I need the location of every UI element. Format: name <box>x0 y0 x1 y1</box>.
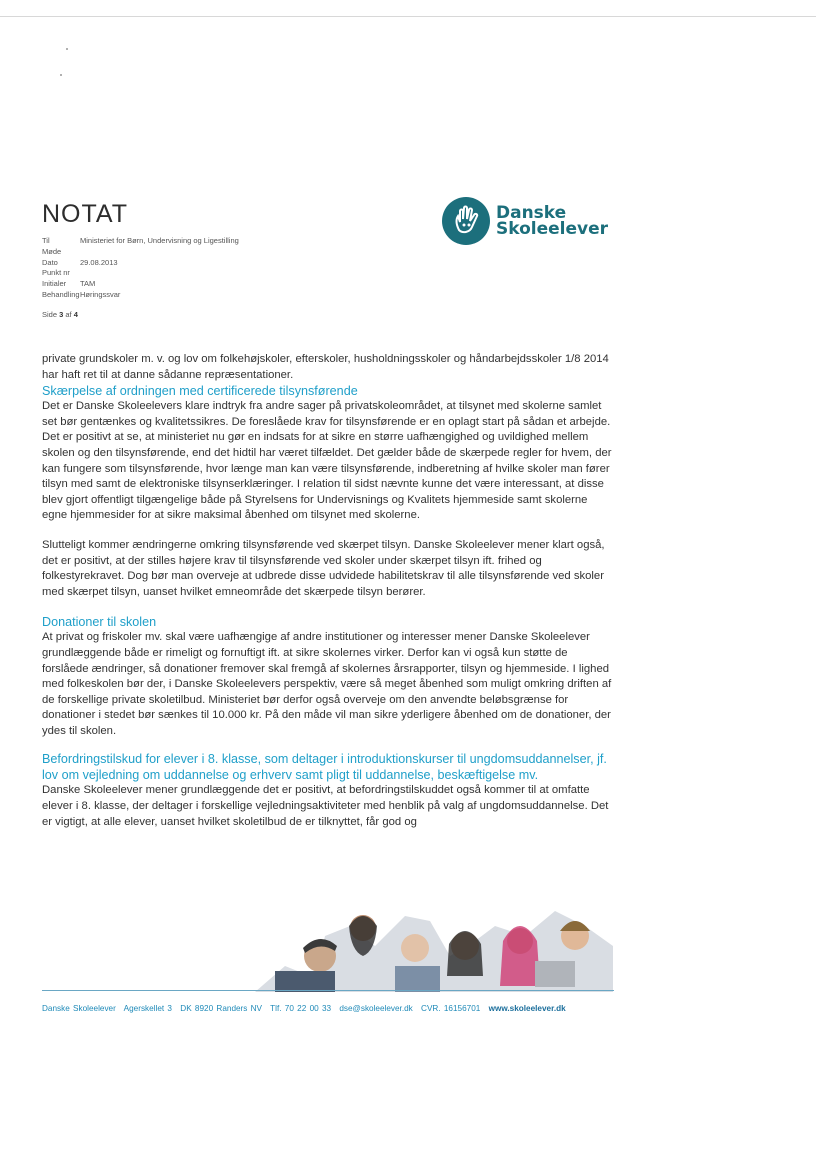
section-heading: Donationer til skolen <box>42 615 157 630</box>
meta-row <box>42 236 239 247</box>
footer-org: Danske Skoleelever <box>42 1004 116 1013</box>
meta-value: TAM <box>80 279 96 289</box>
document-body <box>42 352 612 830</box>
section-heading: Befordringstilskud for elever i 8. klasse, som deltager i introduktionskurser til ungdomsuddannelser, jf. lov om vejledning om uddannelse og erhverv samt pligt til uddannelse, beskæftigelse mv. <box>42 752 607 783</box>
meta-value: Ministeriet for Børn, Undervisning og Ligestilling <box>80 236 239 245</box>
meta-row <box>42 279 239 290</box>
footer-phone: Tlf. 70 22 00 33 <box>270 1004 332 1013</box>
page-sep: af <box>63 309 74 319</box>
hand-icon <box>442 197 490 245</box>
meta-value: 29.08.2013 <box>80 257 118 267</box>
meta-row <box>42 258 239 269</box>
footer-city: DK 8920 Randers NV <box>180 1004 263 1013</box>
page-prefix: Side <box>42 309 60 319</box>
scan-speck <box>60 74 62 76</box>
footer-address: Agerskellet 3 <box>123 1004 172 1013</box>
paragraph: Det er Danske Skoleelevers klare indtryk fra andre sager på privatskoleområdet, at tilsynet med skolerne samlet set bør gentænkes og kvalitetssikres. De foreslåede krav for tilsynsførende er en oplagt start på sådan et arbejde. Det er positivt at se, at ministeriet nu gør en indsats for at sikre en større uafhængighed og uvildighed mellem skolen og den tilsynsførende, end det hidtil har været tilfældet. Det gælder både de skærpede regler for hvem, der kan fungere som tilsynsførende, hvor længe man kan være tilsynsførende, indberetning af hvilke skoler man fører tilsyn med samt de elektroniske tilsynserklæringer. I relation til sidst nævnte kunne det være interessant, at disse blev gjort offentligt tilgængelige både på Styrelsens for Undervisnings og Kvalitets hjemmeside samt skolerne egne hjemmesider for at sikre maksimal åbenhed om tilsynet med skolerne. <box>42 400 612 522</box>
top-rule <box>0 16 816 17</box>
meta-block <box>42 236 239 321</box>
paragraph: Slutteligt kommer ændringerne omkring tilsynsførende ved skærpet tilsyn. Danske Skoleelever mener klart også, det er positivt, at der stilles højere krav til tilsynsførende ved skoler under skærpet tilsyn ift. frihed og folkestyrekravet. Dog bør man overveje at udbrede disse udvidede habilitetskrav til alle tilsynsførende ved skoler med skærpet tilsyn, uanset hvilket emneområde det skærpede tilsyn berører. <box>42 538 605 598</box>
meta-key: Behandling <box>42 289 80 299</box>
logo-wordmark <box>496 205 608 237</box>
document-title: NOTAT <box>42 200 129 228</box>
page-indicator <box>42 310 239 321</box>
meta-row <box>42 290 239 301</box>
section-heading: Skærpelse af ordningen med certificerede tilsynsførende <box>42 384 358 399</box>
footer-email[interactable]: dse@skoleelever.dk <box>339 1004 413 1013</box>
danske-skoleelever-logo <box>442 196 612 246</box>
meta-value: Høringssvar <box>80 289 121 299</box>
footer <box>42 1004 571 1013</box>
meta-key: Til <box>42 236 50 245</box>
meta-key: Møde <box>42 246 62 256</box>
footer-cvr: CVR. 16156701 <box>421 1004 481 1013</box>
page-total: 4 <box>73 309 78 319</box>
students-banner-image <box>255 906 613 992</box>
paragraph: private grundskoler m. v. og lov om folkehøjskoler, efterskoler, husholdningsskoler og håndarbejdsskoler 1/8 2014 har haft ret til at danne sådanne repræsentationer. <box>42 353 609 381</box>
footer-rule <box>42 990 614 991</box>
logo-line-1: Danske <box>496 203 567 223</box>
scan-speck <box>66 48 68 50</box>
meta-row <box>42 247 239 258</box>
paragraph: At privat og friskoler mv. skal være uafhængige af andre institutioner og interesser mener Danske Skoleelever grundlæggende både er rimeligt og fornuftigt ift. at sikre skolernes virker. Derfor kan vi også kun støtte de forslåede ændringer, så donationer fremover skal fremgå af skolernes årsrapporter, tilsyn og hjemmeside. I lighed med folkeskolen bør der, i Danske Skoleelevers perspektiv, være så meget åbenhed som muligt omkring driften af de forskellige private skoletilbud. Ministeriet bør derfor også overveje om den anvendte beløbsgrænse for donationer i stedet bør sænkes til 10.000 kr. På den måde vil man sikre yderligere åbenhed om de donationer, der ydes til skolen. <box>42 631 612 737</box>
footer-website-link[interactable]: www.skoleelever.dk <box>488 1004 566 1013</box>
page-current: 3 <box>59 309 64 319</box>
paragraph: Danske Skoleelever mener grundlæggende det er positivt, at befordringstilskuddet også kommer til at omfatte elever i 8. klasse, der deltager i forskellige vejledningsaktiviteter med henblik på valg af ungdomsuddannelse. Det er vigtigt, at alle elever, uanset hvilket skoletilbud de er tilknyttet, får god og <box>42 784 609 828</box>
logo-line-2: Skoleelever <box>496 219 609 239</box>
meta-key: Dato <box>42 257 58 267</box>
meta-row <box>42 268 239 279</box>
meta-key: Initialer <box>42 279 67 289</box>
meta-key: Punkt nr <box>42 268 70 278</box>
